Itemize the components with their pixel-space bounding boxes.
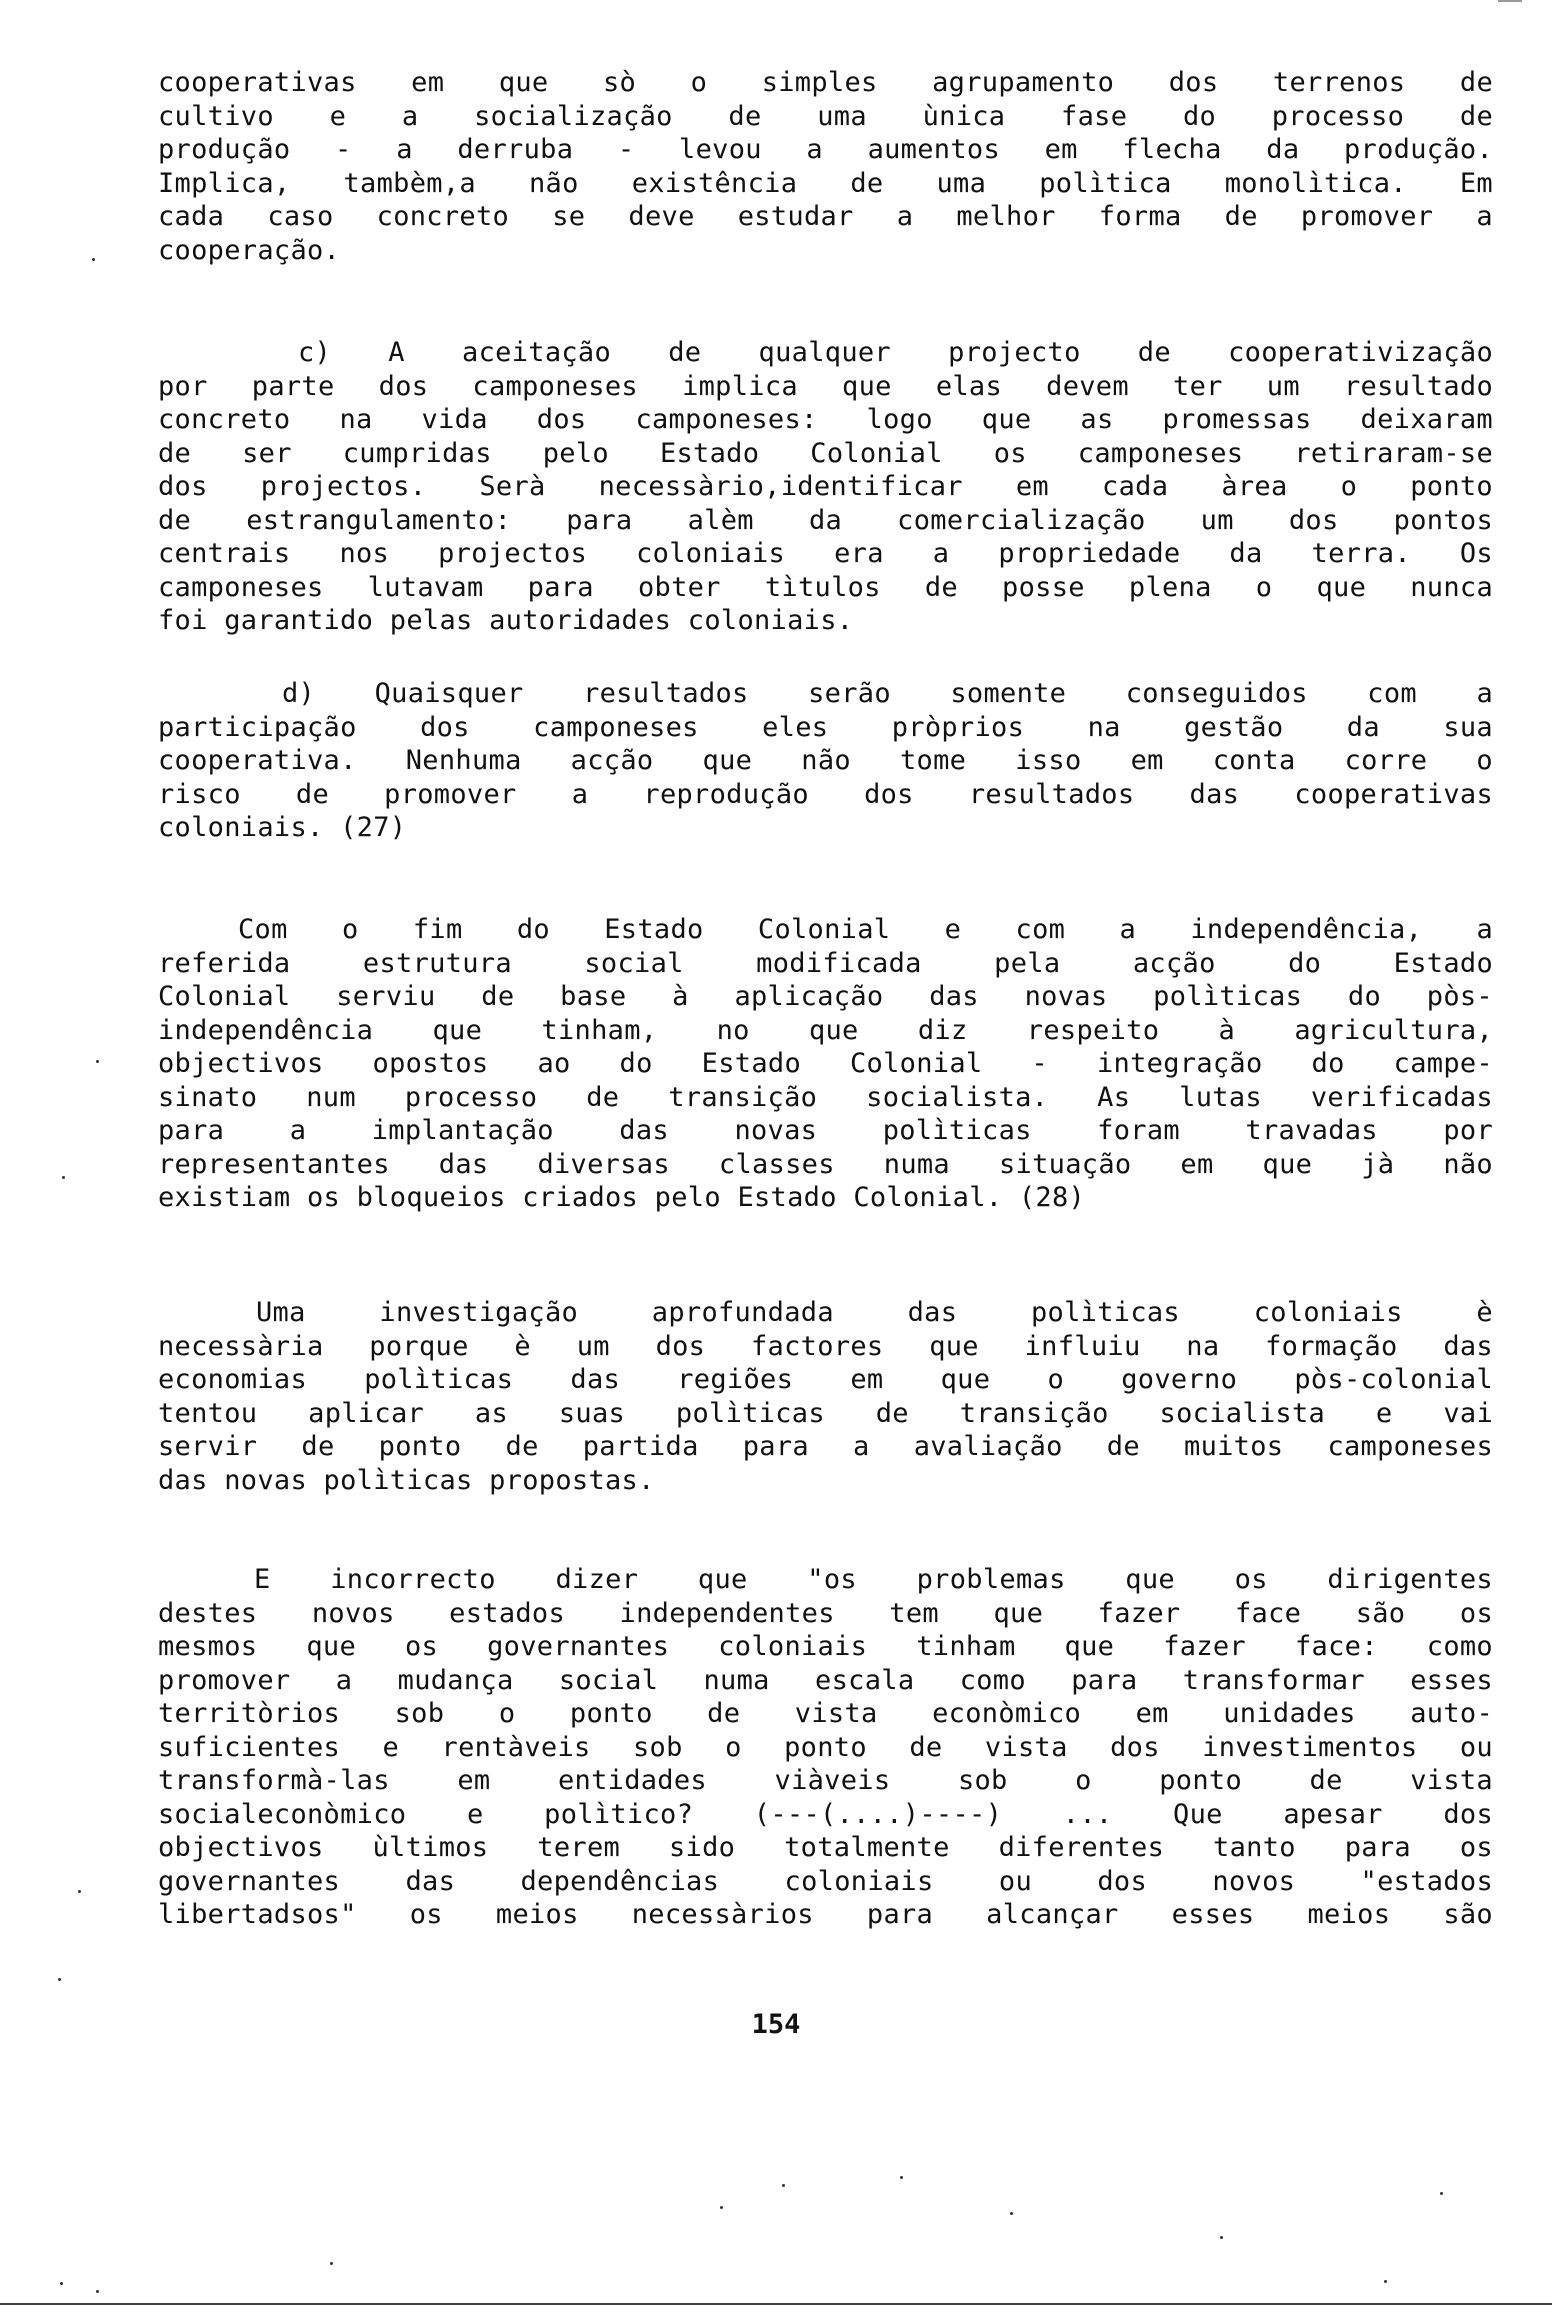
text-line: libertadsos" os meios necessàrios para alcançar esses meios são	[158, 1899, 1493, 1930]
text-line: E incorrecto dizer que "os problemas que os dirigentes	[254, 1564, 1493, 1595]
text-line: centrais nos projectos coloniais era a propriedade da terra. Os	[158, 538, 1493, 569]
text-line: destes novos estados independentes tem que fazer face são os	[158, 1597, 1493, 1629]
scan-bottom-edge	[0, 2303, 1552, 2305]
scan-speck	[62, 1176, 65, 1179]
paragraph-1	[158, 66, 1493, 267]
text-line: tentou aplicar as suas polìticas de transição socialista e vai	[158, 1397, 1493, 1429]
scan-speck	[96, 2290, 99, 2293]
scan-corner-mark	[1498, 0, 1522, 2]
text-line: camponeses lutavam para obter tìtulos de posse plena o que nunca	[158, 571, 1493, 603]
paragraph-investigation	[158, 1296, 1493, 1497]
scan-speck	[330, 2262, 333, 2265]
text-line: cooperativas em que sò o simples agrupamento dos terrenos de	[158, 67, 1493, 98]
text-line: dos projectos. Serà necessàrio,identificar em cada àrea o ponto	[158, 471, 1493, 502]
text-line: Colonial serviu de base à aplicação das novas polìticas do pòs-	[158, 981, 1493, 1012]
scan-speck	[96, 1060, 99, 1063]
text-line: servir de ponto de partida para a avaliação de muitos camponeses	[158, 1431, 1493, 1462]
text-line: foi garantido pelas autoridades coloniais.	[158, 605, 854, 636]
text-line: objectivos ùltimos terem sido totalmente diferentes tanto para os	[158, 1832, 1493, 1863]
text-line: coloniais. (27)	[158, 812, 407, 843]
text-line: transformà-las em entidades viàveis sob o ponto de vista	[158, 1765, 1493, 1796]
text-line: cada caso concreto se deve estudar a melhor forma de promover a	[158, 201, 1493, 232]
scan-speck	[1440, 2192, 1443, 2195]
text-line: Implica, tambèm,a não existência de uma polìtica monolìtica. Em	[158, 167, 1493, 199]
text-line: produção - a derruba - levou a aumentos em flecha da produção.	[158, 134, 1493, 165]
text-line: c) A aceitação de qualquer projecto de cooperativização	[298, 337, 1493, 368]
text-line: cooperação.	[158, 234, 341, 266]
scan-speck	[1010, 2212, 1013, 2215]
scan-speck	[782, 2184, 785, 2187]
scan-speck	[92, 258, 95, 261]
text-line: por parte dos camponeses implica que elas devem ter um resultado	[158, 370, 1493, 402]
scan-speck	[900, 2176, 903, 2179]
text-line: economias polìticas das regiões em que o governo pòs-colonial	[158, 1364, 1493, 1395]
text-line: Uma investigação aprofundada das polìticas coloniais è	[256, 1297, 1493, 1328]
text-line: socialeconòmico e polìtico? (---(....)----) ... Que apesar dos	[158, 1798, 1493, 1830]
text-line: existiam os bloqueios criados pelo Estado Colonial. (28)	[158, 1182, 1086, 1213]
text-line: necessària porque è um dos factores que influiu na formação das	[158, 1330, 1493, 1362]
scan-speck	[1384, 2280, 1387, 2283]
text-line: participação dos camponeses eles pròprios na gestão da sua	[158, 711, 1493, 743]
text-line: Com o fim do Estado Colonial e com a independência, a	[238, 914, 1493, 945]
text-line: d) Quaisquer resultados serão somente conseguidos com a	[282, 678, 1493, 709]
paragraph-independence	[158, 913, 1493, 1215]
scan-speck	[60, 2282, 63, 2285]
text-line: governantes das dependências coloniais ou dos novos "estados	[158, 1865, 1493, 1897]
scan-speck	[58, 1978, 61, 1981]
scan-speck	[78, 1890, 81, 1893]
text-line: das novas polìticas propostas.	[158, 1464, 655, 1496]
text-line: concreto na vida dos camponeses: logo que as promessas deixaram	[158, 404, 1493, 435]
scan-speck	[720, 2206, 723, 2209]
paragraph-c	[158, 336, 1493, 638]
text-line: para a implantação das novas polìticas foram travadas por	[158, 1115, 1493, 1146]
text-line: risco de promover a reprodução dos resultados das cooperativas	[158, 778, 1493, 810]
text-line: independência que tinham, no que diz respeito à agricultura,	[158, 1014, 1493, 1046]
text-line: objectivos opostos ao do Estado Colonial - integração do campe-	[158, 1048, 1493, 1079]
text-line: sinato num processo de transição socialista. As lutas verificadas	[158, 1081, 1493, 1113]
text-line: referida estrutura social modificada pela acção do Estado	[158, 947, 1493, 979]
paragraph-quote	[158, 1563, 1493, 1932]
text-line: de estrangulamento: para alèm da comercialização um dos pontos	[158, 504, 1493, 536]
text-line: territòrios sob o ponto de vista econòmico em unidades auto-	[158, 1698, 1493, 1729]
text-line: representantes das diversas classes numa situação em que jà não	[158, 1148, 1493, 1180]
text-line: mesmos que os governantes coloniais tinham que fazer face: como	[158, 1631, 1493, 1662]
text-line: suficientes e rentàveis sob o ponto de vista dos investimentos ou	[158, 1731, 1493, 1763]
text-line: promover a mudança social numa escala como para transformar esses	[158, 1664, 1493, 1696]
paragraph-d	[158, 677, 1493, 845]
text-line: cooperativa. Nenhuma acção que não tome isso em conta corre o	[158, 745, 1493, 776]
text-line: de ser cumpridas pelo Estado Colonial os camponeses retiraram-se	[158, 437, 1493, 469]
page-number: 154	[751, 2009, 801, 2040]
text-line: cultivo e a socialização de uma ùnica fase do processo de	[158, 100, 1493, 132]
scan-speck	[1220, 2236, 1223, 2239]
